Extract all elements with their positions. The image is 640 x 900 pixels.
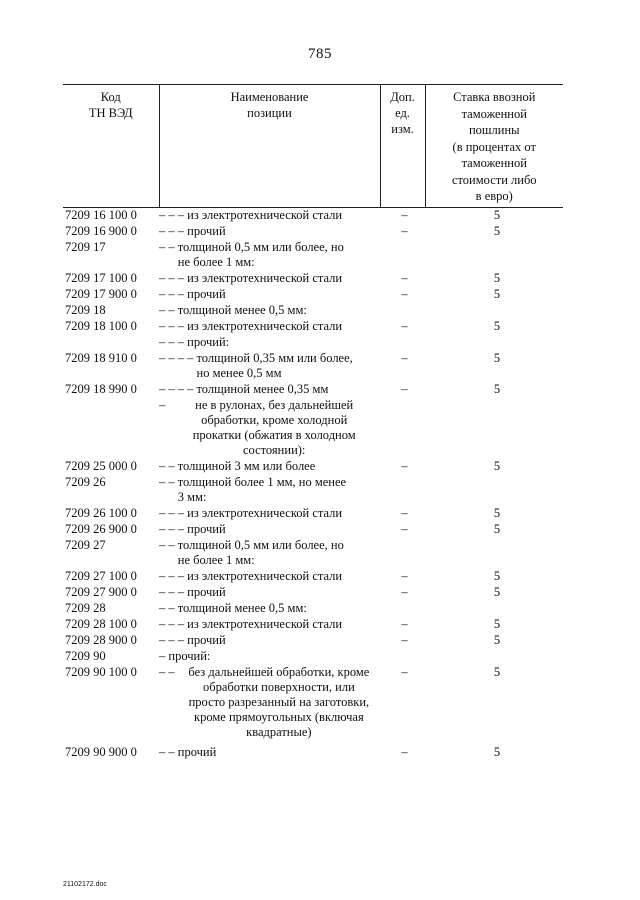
description-wrap <box>159 224 380 239</box>
row-unit: – <box>401 286 408 301</box>
table-row <box>63 741 563 761</box>
description-text <box>178 538 380 568</box>
description-line: толщиной 3 мм или более <box>177 458 316 473</box>
description-line: не более 1 мм: <box>177 254 255 269</box>
row-rate <box>425 303 563 319</box>
description-line: из электротехнической стали <box>187 207 343 222</box>
row-code: 7209 90 100 0 <box>65 664 137 679</box>
row-rate: 5 <box>493 207 501 222</box>
row-unit: – <box>401 505 408 520</box>
tariff-table <box>63 84 563 761</box>
description-wrap <box>159 382 380 397</box>
description-line: толщиной менее 0,35 мм <box>196 381 329 396</box>
row-code: 7209 25 000 0 <box>65 458 137 473</box>
header-name-line: Наименование <box>230 90 309 104</box>
indent-dashes: – – – <box>159 616 188 631</box>
description-line: прочий <box>187 584 226 599</box>
table-header <box>63 85 563 208</box>
description-line: обработки, кроме холодной <box>201 412 348 427</box>
footer-filename: 21102172.doc <box>63 881 107 888</box>
row-description <box>159 665 380 741</box>
description-text <box>187 633 380 648</box>
row-unit: – <box>401 350 408 365</box>
description-line: из электротехнической стали <box>187 505 343 520</box>
description-line: 3 мм: <box>177 489 207 504</box>
row-rate: 5 <box>493 318 501 333</box>
row-unit: – <box>401 521 408 536</box>
description-line: квадратные) <box>246 724 312 739</box>
header-rate-line: таможенной <box>461 156 527 170</box>
row-rate <box>425 649 563 665</box>
description-wrap <box>159 601 380 616</box>
description-line: толщиной менее 0,5 мм: <box>177 600 307 615</box>
row-description <box>159 398 380 459</box>
description-wrap <box>159 319 380 334</box>
description-wrap <box>159 506 380 521</box>
table-row <box>63 649 563 665</box>
row-rate: 5 <box>493 521 501 536</box>
table-row <box>63 569 563 585</box>
table-row <box>63 475 563 506</box>
row-rate <box>425 240 563 271</box>
description-text <box>178 240 380 270</box>
row-description <box>159 351 380 382</box>
indent-dashes: – – <box>159 474 178 489</box>
description-wrap <box>159 240 380 270</box>
row-code: 7209 28 <box>65 600 106 615</box>
description-wrap <box>159 745 380 760</box>
table-row <box>63 506 563 522</box>
description-wrap <box>159 303 380 318</box>
description-line: не более 1 мм: <box>177 552 255 567</box>
row-rate: 5 <box>493 664 501 679</box>
description-text <box>178 665 380 740</box>
table-row <box>63 240 563 271</box>
header-rate-line: таможенной <box>461 106 527 121</box>
row-unit: – <box>401 664 408 679</box>
description-wrap <box>159 459 380 474</box>
row-description <box>159 303 380 319</box>
row-code: 7209 17 100 0 <box>65 270 137 285</box>
row-code: 7209 90 900 0 <box>65 744 137 759</box>
indent-dashes: – – <box>159 302 178 317</box>
row-description <box>159 601 380 617</box>
row-unit: – <box>401 744 408 759</box>
description-line: прочий <box>177 744 217 759</box>
description-line: прокатки (обжатия в холодном <box>192 427 356 442</box>
row-unit: – <box>401 207 408 222</box>
table-row <box>63 665 563 741</box>
description-wrap <box>159 351 380 381</box>
row-description <box>159 335 380 351</box>
description-wrap <box>159 271 380 286</box>
indent-dashes: – – – <box>159 568 188 583</box>
row-code: 7209 16 100 0 <box>65 207 137 222</box>
row-unit <box>380 538 425 569</box>
row-rate: 5 <box>493 350 501 365</box>
row-unit: – <box>401 381 408 396</box>
row-unit <box>380 335 425 351</box>
table-row <box>63 538 563 569</box>
row-unit: – <box>401 568 408 583</box>
row-rate <box>425 475 563 506</box>
row-unit <box>380 398 425 459</box>
description-text <box>187 617 380 632</box>
row-rate: 5 <box>493 270 501 285</box>
row-code: 7209 17 <box>65 239 106 254</box>
description-line: без дальнейшей обработки, кроме <box>188 664 370 679</box>
description-text <box>187 319 380 334</box>
row-code: 7209 27 100 0 <box>65 568 137 583</box>
indent-dashes: – – <box>159 239 178 254</box>
row-rate <box>425 601 563 617</box>
description-text <box>187 271 380 286</box>
description-line: но менее 0,5 мм <box>196 365 282 380</box>
row-unit <box>380 303 425 319</box>
description-line: кроме прямоугольных (включая <box>194 709 364 724</box>
row-unit: – <box>401 270 408 285</box>
indent-dashes: – – – <box>159 286 188 301</box>
row-rate: 5 <box>493 632 501 647</box>
header-rate-line: стоимости либо <box>451 172 537 187</box>
description-text <box>187 208 380 223</box>
table-row <box>63 224 563 240</box>
table-row <box>63 303 563 319</box>
description-text <box>178 745 380 760</box>
description-line: толщиной 0,5 мм или более, но <box>177 239 344 254</box>
row-code: 7209 27 <box>65 537 106 552</box>
description-text <box>187 585 380 600</box>
page-number: 785 <box>308 46 332 62</box>
description-line: толщиной более 1 мм, но менее <box>177 474 347 489</box>
indent-dashes: – – <box>159 537 178 552</box>
description-text <box>187 224 380 239</box>
table-row <box>63 335 563 351</box>
table-row <box>63 522 563 538</box>
row-description <box>159 475 380 506</box>
table-body <box>63 207 563 761</box>
row-description <box>159 271 380 287</box>
indent-dashes: – – – <box>159 207 188 222</box>
row-rate: 5 <box>493 505 501 520</box>
row-rate: 5 <box>493 744 501 759</box>
indent-dashes: – – – <box>159 270 188 285</box>
table-row <box>63 601 563 617</box>
description-wrap <box>159 665 380 740</box>
row-unit: – <box>401 616 408 631</box>
table-row <box>63 398 563 459</box>
row-unit <box>380 240 425 271</box>
description-wrap <box>159 633 380 648</box>
row-rate <box>425 538 563 569</box>
row-description <box>159 741 380 761</box>
indent-dashes: – – <box>159 664 178 679</box>
description-wrap <box>159 287 380 302</box>
table-row <box>63 633 563 649</box>
description-line: прочий <box>187 521 226 536</box>
indent-dashes: – – – <box>159 223 188 238</box>
row-description <box>159 617 380 633</box>
description-line: из электротехнической стали <box>187 568 343 583</box>
row-rate <box>425 398 563 459</box>
header-rate <box>425 85 563 208</box>
row-description <box>159 585 380 601</box>
indent-dashes: – – – <box>159 632 188 647</box>
table-row <box>63 207 563 224</box>
row-code: 7209 26 <box>65 474 106 489</box>
description-line: прочий: <box>168 648 211 663</box>
table-row <box>63 382 563 398</box>
row-code: 7209 18 100 0 <box>65 318 137 333</box>
row-description <box>159 569 380 585</box>
description-line: не в рулонах, без дальнейшей <box>195 397 354 412</box>
indent-dashes: – – – <box>159 334 188 349</box>
description-wrap <box>159 617 380 632</box>
description-line: обработки поверхности, или <box>202 679 355 694</box>
header-rate-line: (в процентах от <box>452 139 536 154</box>
row-unit <box>380 601 425 617</box>
indent-dashes: – <box>159 648 169 663</box>
header-rate-line: в евро) <box>475 189 513 203</box>
description-line: толщиной 0,5 мм или более, но <box>177 537 344 552</box>
row-description <box>159 287 380 303</box>
description-line: прочий <box>187 632 226 647</box>
row-description <box>159 522 380 538</box>
description-line: толщиной менее 0,5 мм: <box>177 302 307 317</box>
description-text <box>168 398 380 458</box>
row-rate: 5 <box>493 223 501 238</box>
row-code: 7209 28 900 0 <box>65 632 137 647</box>
indent-dashes: – – – – <box>159 350 197 365</box>
header-name-line: позиции <box>247 106 292 120</box>
row-description <box>159 538 380 569</box>
description-text <box>187 287 380 302</box>
description-line: из электротехнической стали <box>187 270 343 285</box>
table-row <box>63 351 563 382</box>
indent-dashes: – – <box>159 600 178 615</box>
description-line: просто разрезанный на заготовки, <box>188 694 370 709</box>
row-description <box>159 649 380 665</box>
table-row <box>63 319 563 335</box>
row-unit <box>380 649 425 665</box>
header-code <box>63 85 159 208</box>
row-rate: 5 <box>493 286 501 301</box>
description-wrap <box>159 335 380 350</box>
row-code: 7209 17 900 0 <box>65 286 137 301</box>
row-unit: – <box>401 632 408 647</box>
description-line: прочий <box>187 286 226 301</box>
row-code: 7209 18 990 0 <box>65 381 137 396</box>
description-text <box>197 382 381 397</box>
row-code: 7209 27 900 0 <box>65 584 137 599</box>
row-code: 7209 26 100 0 <box>65 505 137 520</box>
description-text <box>197 351 381 381</box>
indent-dashes: – – – <box>159 521 188 536</box>
description-text <box>187 335 380 350</box>
row-code <box>63 335 159 351</box>
row-code: 7209 18 <box>65 302 106 317</box>
row-code: 7209 26 900 0 <box>65 521 137 536</box>
description-text <box>187 569 380 584</box>
row-description <box>159 224 380 240</box>
description-line: толщиной 0,35 мм или более, <box>196 350 353 365</box>
description-line: из электротехнической стали <box>187 318 343 333</box>
description-line: прочий <box>187 223 226 238</box>
row-code: 7209 16 900 0 <box>65 223 137 238</box>
header-unit-line: изм. <box>391 122 414 136</box>
row-rate: 5 <box>493 568 501 583</box>
header-code-line: Код <box>100 90 121 104</box>
description-wrap <box>159 398 380 458</box>
indent-dashes: – – <box>159 458 178 473</box>
description-text <box>168 649 380 664</box>
row-unit: – <box>401 318 408 333</box>
row-description <box>159 382 380 398</box>
description-wrap <box>159 569 380 584</box>
description-text <box>178 601 380 616</box>
description-text <box>178 475 380 505</box>
row-rate: 5 <box>493 381 501 396</box>
header-unit-line: Доп. <box>390 90 415 104</box>
table-row <box>63 459 563 475</box>
row-description <box>159 207 380 224</box>
header-unit-line: ед. <box>395 106 410 120</box>
indent-dashes: – – – <box>159 318 188 333</box>
row-rate: 5 <box>493 616 501 631</box>
row-description <box>159 633 380 649</box>
indent-dashes: – – – <box>159 505 188 520</box>
description-text <box>187 522 380 537</box>
description-line: состоянии): <box>242 442 306 457</box>
description-wrap <box>159 585 380 600</box>
description-wrap <box>159 649 380 664</box>
indent-dashes: – – <box>159 744 178 759</box>
row-code: 7209 90 <box>65 648 106 663</box>
description-text <box>178 303 380 318</box>
row-unit <box>380 475 425 506</box>
row-unit: – <box>401 223 408 238</box>
indent-dashes: – – – <box>159 584 188 599</box>
row-description <box>159 240 380 271</box>
row-rate: 5 <box>493 458 501 473</box>
description-line: из электротехнической стали <box>187 616 343 631</box>
row-unit: – <box>401 584 408 599</box>
row-unit: – <box>401 458 408 473</box>
header-code-line: ТН ВЭД <box>88 106 133 120</box>
description-line: прочий: <box>187 334 230 349</box>
row-code <box>63 398 159 459</box>
table-row <box>63 287 563 303</box>
description-wrap <box>159 475 380 505</box>
header-rate-line: пошлины <box>468 123 520 137</box>
row-rate <box>425 335 563 351</box>
indent-dashes: – <box>159 397 169 412</box>
description-wrap <box>159 538 380 568</box>
header-rate-line: Ставка ввозной <box>453 90 536 104</box>
indent-dashes: – – – – <box>159 381 197 396</box>
header-name <box>159 85 380 208</box>
row-code: 7209 28 100 0 <box>65 616 137 631</box>
row-description <box>159 506 380 522</box>
row-rate: 5 <box>493 584 501 599</box>
row-description <box>159 319 380 335</box>
table-row <box>63 617 563 633</box>
row-description <box>159 459 380 475</box>
description-text <box>187 506 380 521</box>
table-row <box>63 585 563 601</box>
header-unit <box>380 85 425 208</box>
row-code: 7209 18 910 0 <box>65 350 137 365</box>
description-wrap <box>159 208 380 223</box>
table-row <box>63 271 563 287</box>
description-text <box>178 459 380 474</box>
description-wrap <box>159 522 380 537</box>
